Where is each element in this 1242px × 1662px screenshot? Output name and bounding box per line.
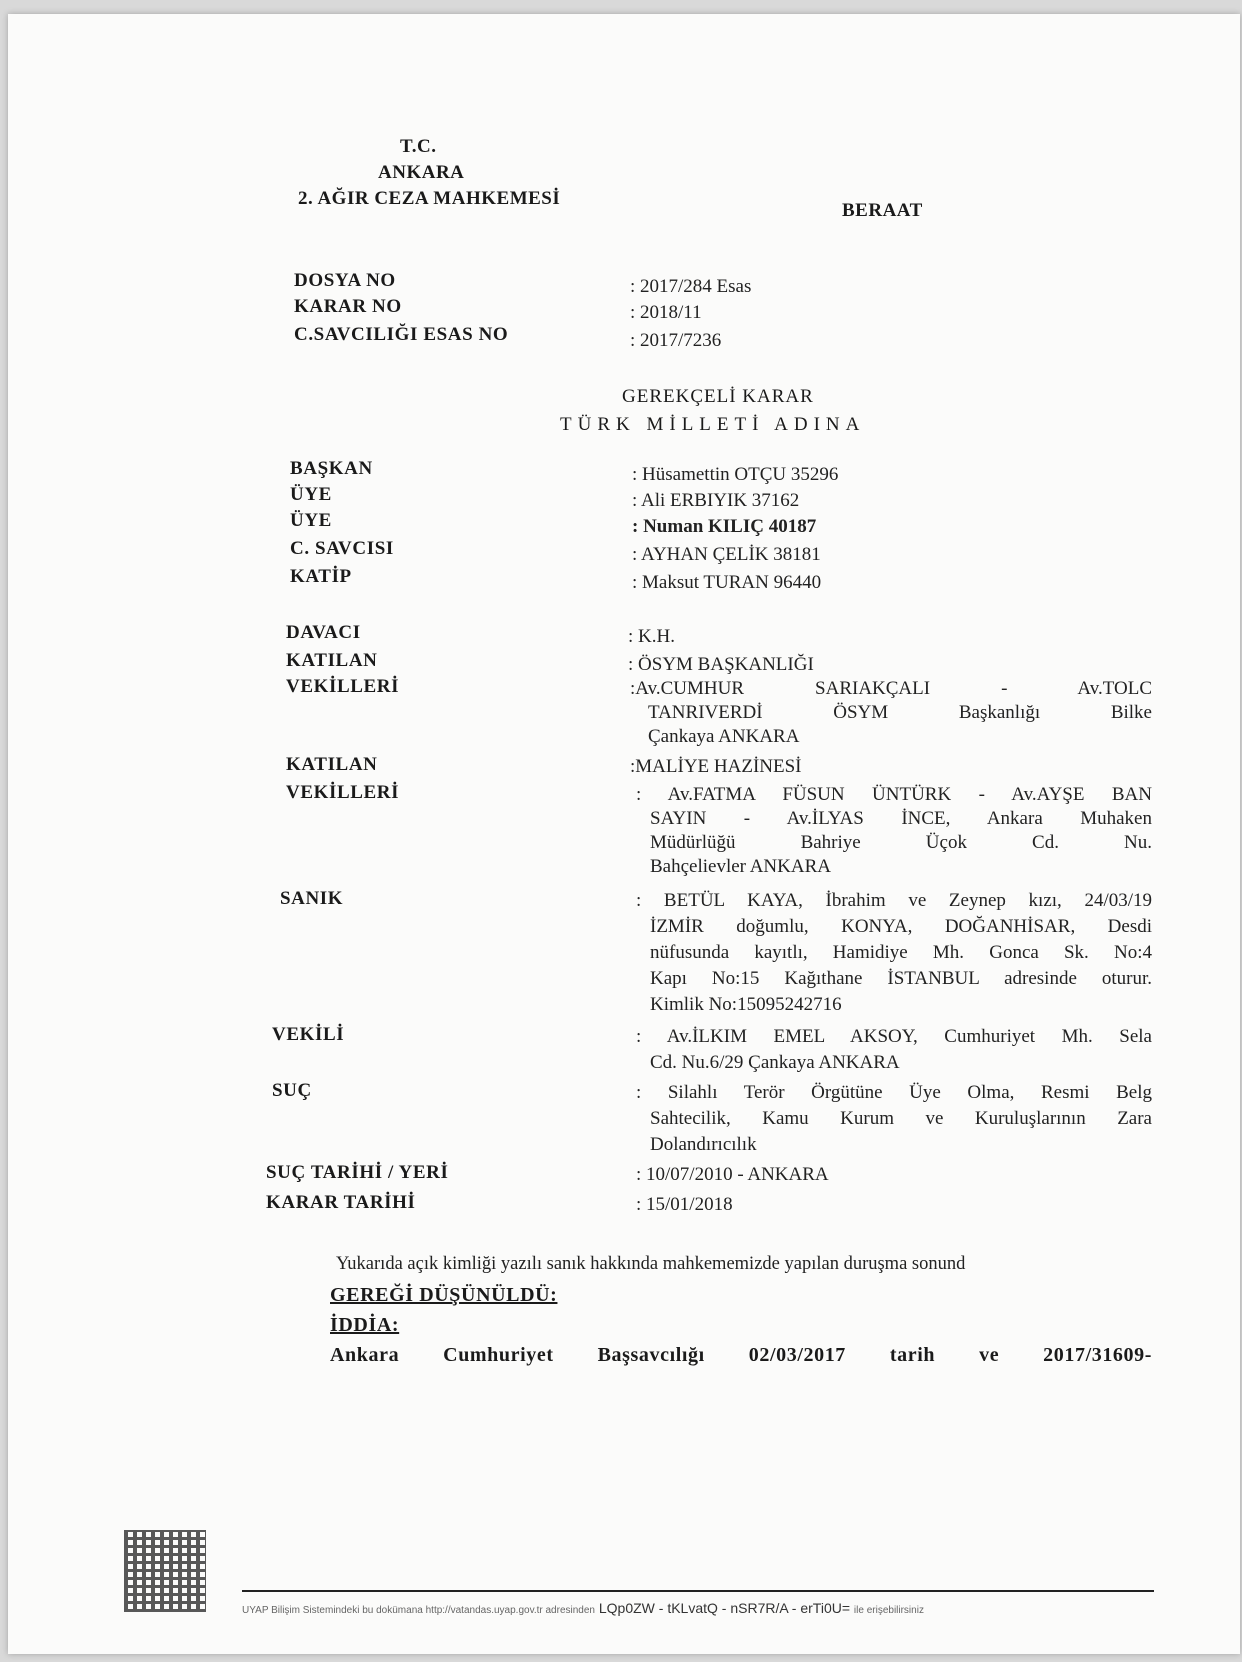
label-vekili: VEKİLİ — [272, 1024, 345, 1045]
panel-label-uye2: ÜYE — [290, 510, 332, 531]
file-label-karar: KARAR NO — [294, 296, 402, 317]
footer-small-text: UYAP Bilişim Sistemindeki bu dokümana http://vatandas.uyap.gov.tr adresinden — [242, 1605, 595, 1616]
value-vekili-line2: Cd. Nu.6/29 Çankaya ANKARA — [650, 1052, 900, 1073]
value-sanik-line4: Kapı No:15 Kağıthane İSTANBUL adresinde oturur. — [650, 968, 1152, 989]
word: Ankara — [330, 1344, 400, 1366]
label-karar-tarihi: KARAR TARİHİ — [266, 1192, 416, 1213]
file-value-karar: : 2018/11 — [630, 302, 702, 323]
qr-code-icon — [124, 1530, 206, 1612]
panel-value-uye2: : Numan KILIÇ 40187 — [632, 516, 817, 537]
title-turk-milleti-adina: TÜRK MİLLETİ ADINA — [560, 414, 866, 435]
label-davaci: DAVACI — [286, 622, 361, 643]
value-katilan-2: :MALİYE HAZİNESİ — [630, 756, 802, 777]
file-value-dosya: : 2017/284 Esas — [630, 276, 752, 297]
value-davaci: : K.H. — [628, 626, 675, 647]
heading-geregi-dusunuldu: GEREĞİ DÜŞÜNÜLDÜ: — [330, 1284, 558, 1306]
footer-rule — [242, 1590, 1154, 1592]
word: tarih — [889, 1344, 936, 1366]
footer-code: LQp0ZW - tKLvatQ - nSR7R/A - erTi0U= — [598, 1600, 851, 1616]
word: ve — [979, 1344, 1000, 1366]
panel-label-uye1: ÜYE — [290, 484, 332, 505]
label-suc: SUÇ — [272, 1080, 312, 1101]
body-intro: Yukarıda açık kimliği yazılı sanık hakkında mahkememizde yapılan duruşma sonund — [336, 1254, 966, 1274]
court-country: T.C. — [400, 136, 437, 157]
body-last-line — [330, 1344, 1152, 1367]
panel-value-katip: : Maksut TURAN 96440 — [632, 572, 822, 593]
document-page — [8, 14, 1240, 1654]
footer-small-end: ile erişebilirsiniz — [853, 1605, 924, 1616]
footer-verification — [242, 1600, 924, 1616]
file-value-savcilik: : 2017/7236 — [630, 330, 722, 351]
value-sanik-line5: Kimlik No:15095242716 — [650, 994, 842, 1015]
value-vekili-line1: : Av.İLKIM EMEL AKSOY, Cumhuriyet Mh. Sela — [636, 1026, 1152, 1047]
value-sanik-line3: nüfusunda kayıtlı, Hamidiye Mh. Gonca Sk. No:4 — [650, 942, 1152, 963]
label-suc-tarihi: SUÇ TARİHİ / YERİ — [266, 1162, 449, 1183]
value-vekilleri-1-line2: TANRIVERDİ ÖSYM Başkanlığı Bilke — [648, 702, 1152, 723]
word: Başsavcılığı — [597, 1344, 705, 1366]
title-gerekceli-karar: GEREKÇELİ KARAR — [622, 386, 814, 407]
value-sanik-line1: : BETÜL KAYA, İbrahim ve Zeynep kızı, 24/03/19 — [636, 890, 1152, 911]
value-karar-tarihi: : 15/01/2018 — [636, 1194, 733, 1215]
value-vekilleri-1-line1: :Av.CUMHUR SARIAKÇALI - Av.TOLC — [630, 678, 1152, 699]
value-vekilleri-2-line3: Müdürlüğü Bahriye Üçok Cd. Nu. — [650, 832, 1152, 853]
value-suc-line2: Sahtecilik, Kamu Kurum ve Kuruluşlarının Zara — [650, 1108, 1152, 1129]
word: 02/03/2017 — [748, 1344, 846, 1366]
value-sanik-line2: İZMİR doğumlu, KONYA, DOĞANHİSAR, Desdi — [650, 916, 1152, 937]
panel-label-katip: KATİP — [290, 566, 352, 587]
word: 2017/31609- — [1043, 1344, 1152, 1366]
value-vekilleri-2-line2: SAYIN - Av.İLYAS İNCE, Ankara Muhaken — [650, 808, 1152, 829]
value-suc-line3: Dolandırıcılık — [650, 1134, 757, 1155]
panel-value-savci: : AYHAN ÇELİK 38181 — [632, 544, 821, 565]
label-katilan-1: KATILAN — [286, 650, 378, 671]
court-city: ANKARA — [378, 162, 465, 183]
court-name: 2. AĞIR CEZA MAHKEMESİ — [298, 188, 561, 209]
verdict-type: BERAAT — [842, 200, 923, 221]
heading-iddia: İDDİA: — [330, 1314, 400, 1336]
label-vekilleri-2: VEKİLLERİ — [286, 782, 400, 803]
panel-label-baskan: BAŞKAN — [290, 458, 373, 479]
panel-value-uye1: : Ali ERBIYIK 37162 — [632, 490, 800, 511]
panel-label-savci: C. SAVCISI — [290, 538, 394, 559]
value-vekilleri-1-line3: Çankaya ANKARA — [648, 726, 800, 747]
value-suc-tarihi: : 10/07/2010 - ANKARA — [636, 1164, 829, 1185]
label-vekilleri-1: VEKİLLERİ — [286, 676, 400, 697]
value-vekilleri-2-line4: Bahçelievler ANKARA — [650, 856, 831, 877]
file-label-savcilik: C.SAVCILIĞI ESAS NO — [294, 324, 509, 345]
panel-value-baskan: : Hüsamettin OTÇU 35296 — [632, 464, 839, 485]
word: Cumhuriyet — [443, 1344, 554, 1366]
label-katilan-2: KATILAN — [286, 754, 378, 775]
value-suc-line1: : Silahlı Terör Örgütüne Üye Olma, Resmi Belg — [636, 1082, 1152, 1103]
value-katilan-1: : ÖSYM BAŞKANLIĞI — [628, 654, 814, 675]
value-vekilleri-2-line1: : Av.FATMA FÜSUN ÜNTÜRK - Av.AYŞE BAN — [636, 784, 1152, 805]
label-sanik: SANIK — [280, 888, 344, 909]
file-label-dosya: DOSYA NO — [294, 270, 396, 291]
